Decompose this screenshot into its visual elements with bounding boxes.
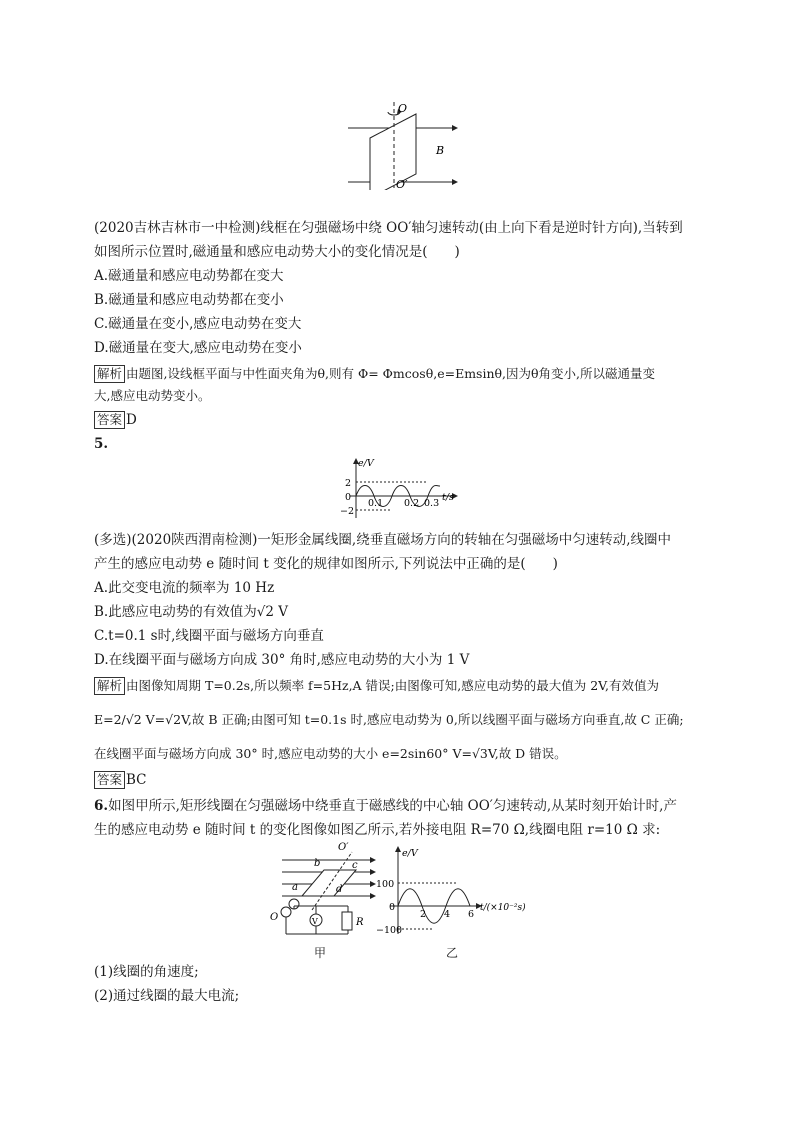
q6-stem-line2: 生的感应电动势 e 随时间 t 的变化图像如图乙所示,若外接电阻 R=70 Ω,线圈电阻 r=10 Ω 求: [94,822,661,838]
q4-answer-value: D [126,412,137,428]
analysis-tag: 解析 [94,365,125,383]
q5-xtick-02: 0.2 [404,498,420,509]
q5-ylabel: e/V [358,458,374,469]
q5-option-b: B.此感应电动势的有效值为√2 V [94,604,288,620]
q5-option-a: A.此交变电流的频率为 10 Hz [94,580,275,596]
q5-analysis-line3: 在线圈平面与磁场方向成 30° 时,感应电动势的大小 e=2sin60° V=√3V,故 D 错误。 [94,746,567,761]
q5-stem-line2: 产生的感应电动势 e 随时间 t 变化的规律如图所示,下列说法中正确的是( ) [94,556,558,572]
jia-label-d: d [336,884,343,895]
jia-label-O: O [270,912,279,923]
q5-option-d: D.在线圈平面与磁场方向成 30° 角时,感应电动势的大小为 1 V [94,652,470,668]
analysis-tag: 解析 [94,677,125,695]
q6-stem-text1: 如图甲所示,矩形线圈在匀强磁场中绕垂直于磁感线的中心轴 OO′匀速转动,从某时刻开始计时,产 [108,798,677,814]
q4-analysis-line2: 大,感应电动势变小。 [94,388,211,403]
jia-label-O-prime: O′ [338,842,349,853]
q5-analysis-line2: E=2/√2 V=√2V,故 B 正确;由图可知 t=0.1s 时,感应电动势为 0,所以线圈平面与磁场方向垂直,故 C 正确; [94,712,684,727]
answer-tag: 答案 [94,411,125,429]
q6-figure-jia [252,840,380,944]
yi-ylabel: e/V [402,848,418,859]
jia-label-R: R [356,917,364,928]
yi-ytick-neg100: −100 [376,925,403,936]
label-O: O [398,102,408,115]
q5-number: 5. [94,436,109,452]
q5-ytick-2: 2 [345,478,352,489]
q5-analysis-line1 [94,676,659,696]
q6-caption-yi: 乙 [446,946,459,960]
q5-xtick-01: 0.1 [368,498,384,509]
yi-ytick-0: 0 [389,902,396,913]
figure-rotating-frame [340,98,470,190]
yi-ytick-100: 100 [376,879,395,890]
q6-sub1: (1)线圈的角速度; [94,964,199,980]
answer-tag: 答案 [94,771,125,789]
q5-xlabel: t/s [442,492,454,503]
q4-analysis-text1: 由题图,设线框平面与中性面夹角为θ,则有 Φ= Φmcosθ,e=Emsinθ,因为θ角变小,所以磁通量变 [126,366,656,381]
q5-option-c: C.t=0.1 s时,线圈平面与磁场方向垂直 [94,628,324,644]
q4-answer [94,410,137,430]
q5-stem-line1: (多选)(2020陕西渭南检测)一矩形金属线圈,绕垂直磁场方向的转轴在匀强磁场中匀速转动,线圈中 [94,532,672,548]
q4-stem-line2: 如图所示位置时,磁通量和感应电动势大小的变化情况是( ) [94,244,460,260]
jia-label-b: b [314,858,321,869]
q5-ytick-neg2: −2 [340,506,355,517]
q6-number: 6. [94,798,109,814]
q5-analysis-text1: 由图像知周期 T=0.2s,所以频率 f=5Hz,A 错误;由图像可知,感应电动势的最大值为 2V,有效值为 [126,678,659,693]
q4-analysis-line1 [94,364,655,384]
q6-sub2: (2)通过线圈的最大电流; [94,988,240,1004]
q4-option-a: A.磁通量和感应电动势都在变大 [94,268,284,284]
jia-label-V: V [312,917,318,926]
q4-option-b: B.磁通量和感应电动势都在变小 [94,292,284,308]
q4-option-c: C.磁通量在变小,感应电动势在变大 [94,316,302,332]
q6-figure-yi [376,842,532,940]
q4-option-d: D.磁通量在变大,感应电动势在变小 [94,340,302,356]
yi-xlabel: t/(×10⁻²s) [480,903,526,913]
label-B: B [436,144,445,157]
q5-graph [336,456,476,522]
q5-answer-value: BC [126,772,147,788]
yi-xtick-2: 2 [420,909,427,920]
coil-frame [370,114,416,190]
yi-xtick-6: 6 [468,909,475,920]
q5-ytick-0: 0 [345,492,352,503]
q4-stem-line1: (2020吉林吉林市一中检测)线框在匀强磁场中绕 OO′轴匀速转动(由上向下看是逆时针方向),当转到 [94,220,683,236]
label-O-prime: O′ [396,178,408,190]
jia-label-c: c [352,860,358,871]
q5-answer [94,770,147,790]
q6-stem-line1 [94,796,677,816]
yi-xtick-4: 4 [444,909,451,920]
q5-xtick-03: 0.3 [424,498,440,509]
q6-caption-jia: 甲 [314,946,327,960]
jia-label-a: a [292,882,298,893]
